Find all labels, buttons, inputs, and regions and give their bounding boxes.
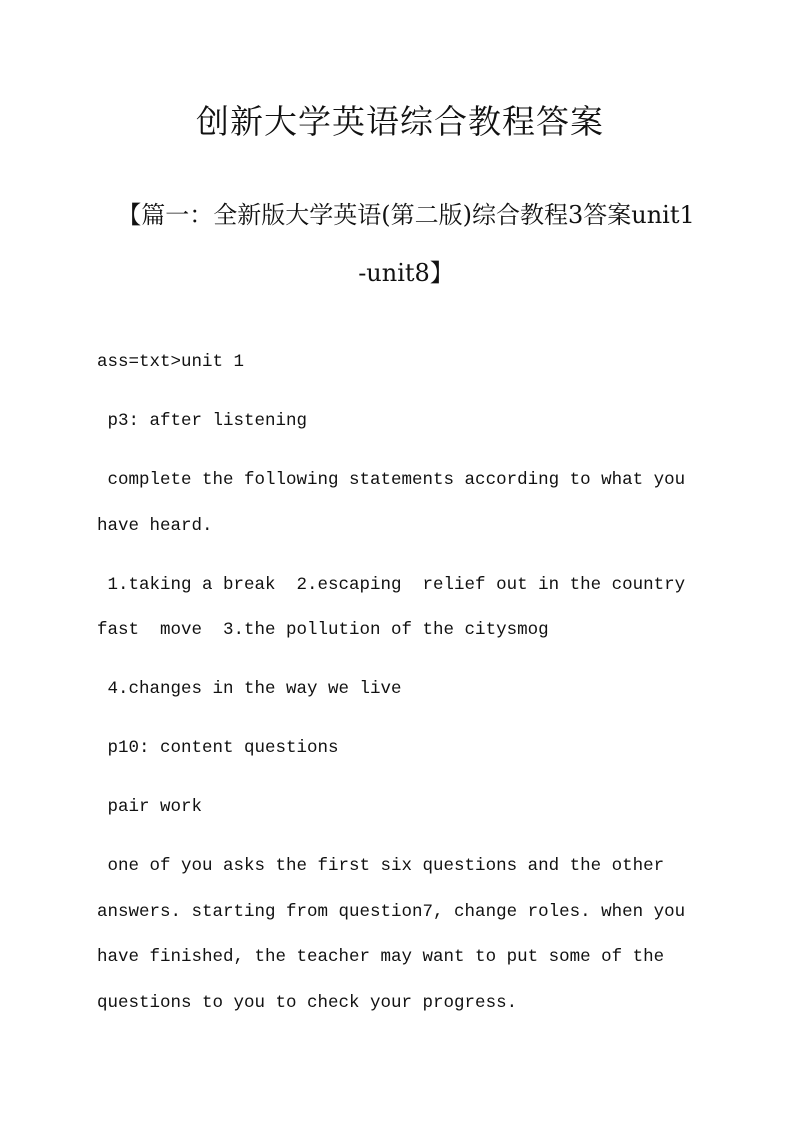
subtitle-line-2: -unit8】 (358, 259, 454, 287)
text-line: 1.taking a break 2.escaping relief out in the country (97, 574, 686, 595)
text-line: questions to you to check your progress. (97, 992, 518, 1013)
text-line: one of you asks the first six questions and the other (97, 856, 665, 876)
paragraph (97, 844, 697, 1026)
paragraph (97, 785, 697, 831)
text-line: pair work (97, 797, 203, 817)
paragraph (97, 563, 697, 654)
text-line: 4.changes in the way we live (97, 679, 402, 699)
text-line: have heard. (97, 515, 213, 536)
text-line: have finished, the teacher may want to put some of the (97, 947, 665, 967)
text-line: complete the following statements according to what you (97, 470, 686, 490)
document-title: 创新大学英语综合教程答案 (196, 102, 604, 141)
paragraph (97, 458, 697, 549)
paragraph (97, 399, 697, 445)
subtitle-line-1: 【篇一：全新版大学英语(第二版)综合教程3答案unit1 (117, 201, 695, 229)
text-line: answers. starting from question7, change roles. when you (97, 901, 686, 922)
document-body (97, 340, 697, 1026)
text-line: p10: content questions (97, 738, 339, 758)
text-line: ass=txt>unit 1 (97, 352, 245, 372)
text-line: fast move 3.the pollution of the citysmog (97, 620, 549, 640)
text-line: p3: after listening (97, 411, 308, 431)
document-subtitle (96, 186, 716, 302)
paragraph (97, 667, 697, 713)
paragraph (97, 726, 697, 772)
paragraph (97, 340, 697, 386)
